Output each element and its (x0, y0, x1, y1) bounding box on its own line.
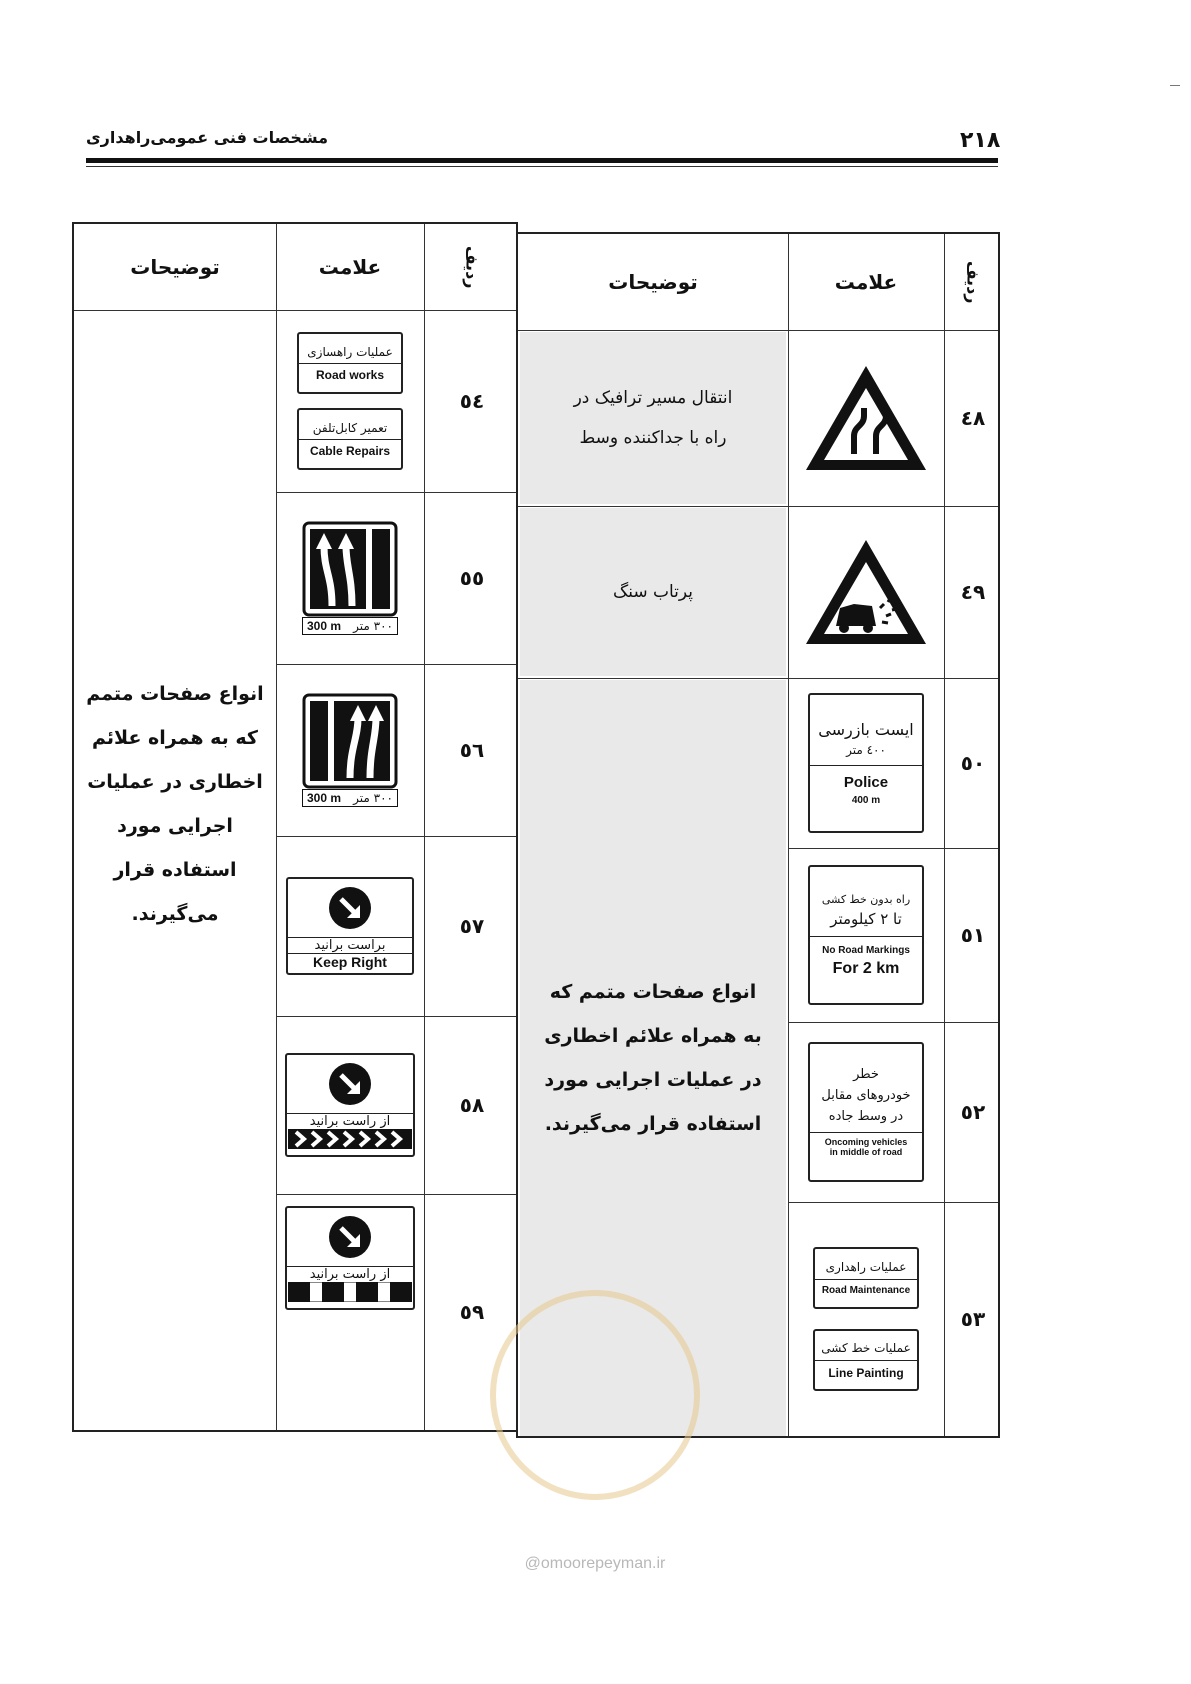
row-number: ٥٩ (459, 1300, 485, 1324)
keep-right-arrow-icon (327, 1061, 373, 1107)
row-number: ٥٠ (960, 751, 986, 775)
sign-cell (276, 1016, 424, 1194)
row-number: ٥٨ (459, 1093, 485, 1117)
margin-mark (1170, 85, 1180, 86)
sign-text-en: For 2 km (832, 959, 900, 977)
sign-text-en: Cable Repairs (309, 443, 391, 458)
header-row: ردیف (462, 245, 482, 289)
sign-text-fa: تا ۲ کیلومتر (830, 909, 902, 928)
watermark-text: @omoorepeyman.ir (524, 1555, 666, 1572)
watermark-logo (490, 1290, 700, 1500)
merged-description: انواع صفحات متمم که به همراه علائم اخطاری در عملیات اجرایی مورد استفاده قرار می‌گیرند. (86, 683, 264, 925)
row-number: ٤٨ (960, 406, 986, 430)
sign-cell (276, 310, 424, 492)
sign-text-en: Line Painting (828, 1365, 904, 1380)
row-number: ٥٥ (459, 566, 485, 590)
sign-text-fa: عملیات راهسازی (307, 344, 393, 359)
road-works-sign (297, 332, 403, 394)
page-title: مشخصات فنی عمومی‌راهداری (86, 128, 329, 147)
keep-right-arrow-icon (327, 885, 373, 931)
sign-text-en: Keep Right (313, 954, 387, 970)
lane-shift-warning-icon (802, 362, 930, 474)
sign-text-fa: ٤٠٠ متر (846, 743, 886, 757)
distance-plate: 300 m ۳۰۰ متر (302, 789, 398, 807)
row-number: ٥٢ (960, 1100, 986, 1124)
keep-right-arrow-icon (327, 1214, 373, 1260)
sign-text-fa: خودروهای مقابل (821, 1088, 911, 1103)
sign-cell (788, 1022, 944, 1202)
sign-text-en: Oncoming vehicles (824, 1137, 908, 1147)
header-description: توضیحات (130, 255, 220, 279)
row-number: ٥٧ (459, 914, 485, 938)
sign-text-fa: ایست بازرسی (818, 720, 914, 739)
sign-text-en: in middle of road (829, 1147, 903, 1157)
sign-cell (788, 1202, 944, 1436)
merged-description: انواع صفحات متمم که به همراه علائم اخطاری در عملیات اجرایی مورد استفاده قرار می‌گیرند. (520, 680, 786, 1436)
sign-text-fa: عملیات خط کشی (821, 1340, 911, 1355)
row-number: ٥١ (960, 923, 986, 947)
sign-text-fa: براست برانید (314, 938, 386, 953)
sign-cell (276, 836, 424, 1016)
left-table (72, 222, 518, 1432)
header-description: توضیحات (608, 270, 698, 294)
row-number: ٥٤ (459, 389, 485, 413)
sign-text-fa: راه بدون خط کشی (821, 892, 911, 906)
header-rule (86, 158, 998, 163)
distance-plate: 300 m ۳۰۰ متر (302, 617, 398, 635)
line-painting-sign (813, 1329, 919, 1391)
row-number: ٤٩ (960, 580, 986, 604)
sign-text-fa: تعمیر کابل‌تلفن (312, 420, 388, 435)
sign-cell (788, 330, 944, 506)
header-rule-thin (86, 166, 998, 167)
sign-text-fa: در وسط جاده (828, 1109, 904, 1124)
sign-cell (276, 664, 424, 836)
row-description: پرتاب سنگ (520, 508, 786, 676)
header-sign: علامت (834, 270, 898, 294)
sign-cell (276, 492, 424, 664)
header-row: ردیف (963, 260, 983, 304)
keep-right-chevron-sign (285, 1053, 415, 1157)
sign-text-en: Road works (315, 367, 384, 382)
sign-cell (788, 848, 944, 1022)
row-number: ٥٣ (960, 1307, 986, 1331)
right-table (516, 232, 1000, 1438)
sign-text-en: 400 m (851, 795, 881, 806)
loose-chippings-warning-icon (802, 536, 930, 648)
sign-text-fa: عملیات راهداری (825, 1260, 907, 1274)
header-sign: علامت (318, 255, 382, 279)
chevron-strip-icon (288, 1129, 412, 1149)
cable-repairs-sign (297, 408, 403, 470)
row-number: ٥٦ (459, 738, 485, 762)
lane-arrows-icon (302, 521, 398, 617)
lane-arrows-icon (302, 693, 398, 789)
checker-strip-icon (288, 1282, 412, 1302)
no-road-markings-sign (808, 865, 924, 1005)
lane-change-sign (302, 521, 398, 635)
lane-change-sign (302, 693, 398, 807)
sign-text-en: Road Maintenance (821, 1285, 911, 1296)
oncoming-vehicles-sign (808, 1042, 924, 1182)
sign-text-fa: از راست برانید (309, 1114, 391, 1129)
police-checkpoint-sign (808, 693, 924, 833)
page-number: ۲۱۸ (960, 128, 1001, 153)
sign-text-en: No Road Markings (822, 944, 910, 956)
road-maintenance-sign (813, 1247, 919, 1309)
sign-cell (276, 1194, 424, 1430)
sign-cell (788, 678, 944, 848)
sign-cell (788, 506, 944, 678)
keep-right-sign (286, 877, 414, 975)
sign-text-fa: از راست برانید (309, 1267, 391, 1282)
sign-text-en: Police (843, 774, 889, 791)
row-description: انتقال مسیر ترافیک در راه با جداکننده وسط (520, 332, 786, 504)
sign-text-fa: خطر (853, 1067, 879, 1082)
keep-right-striped-sign (285, 1206, 415, 1310)
